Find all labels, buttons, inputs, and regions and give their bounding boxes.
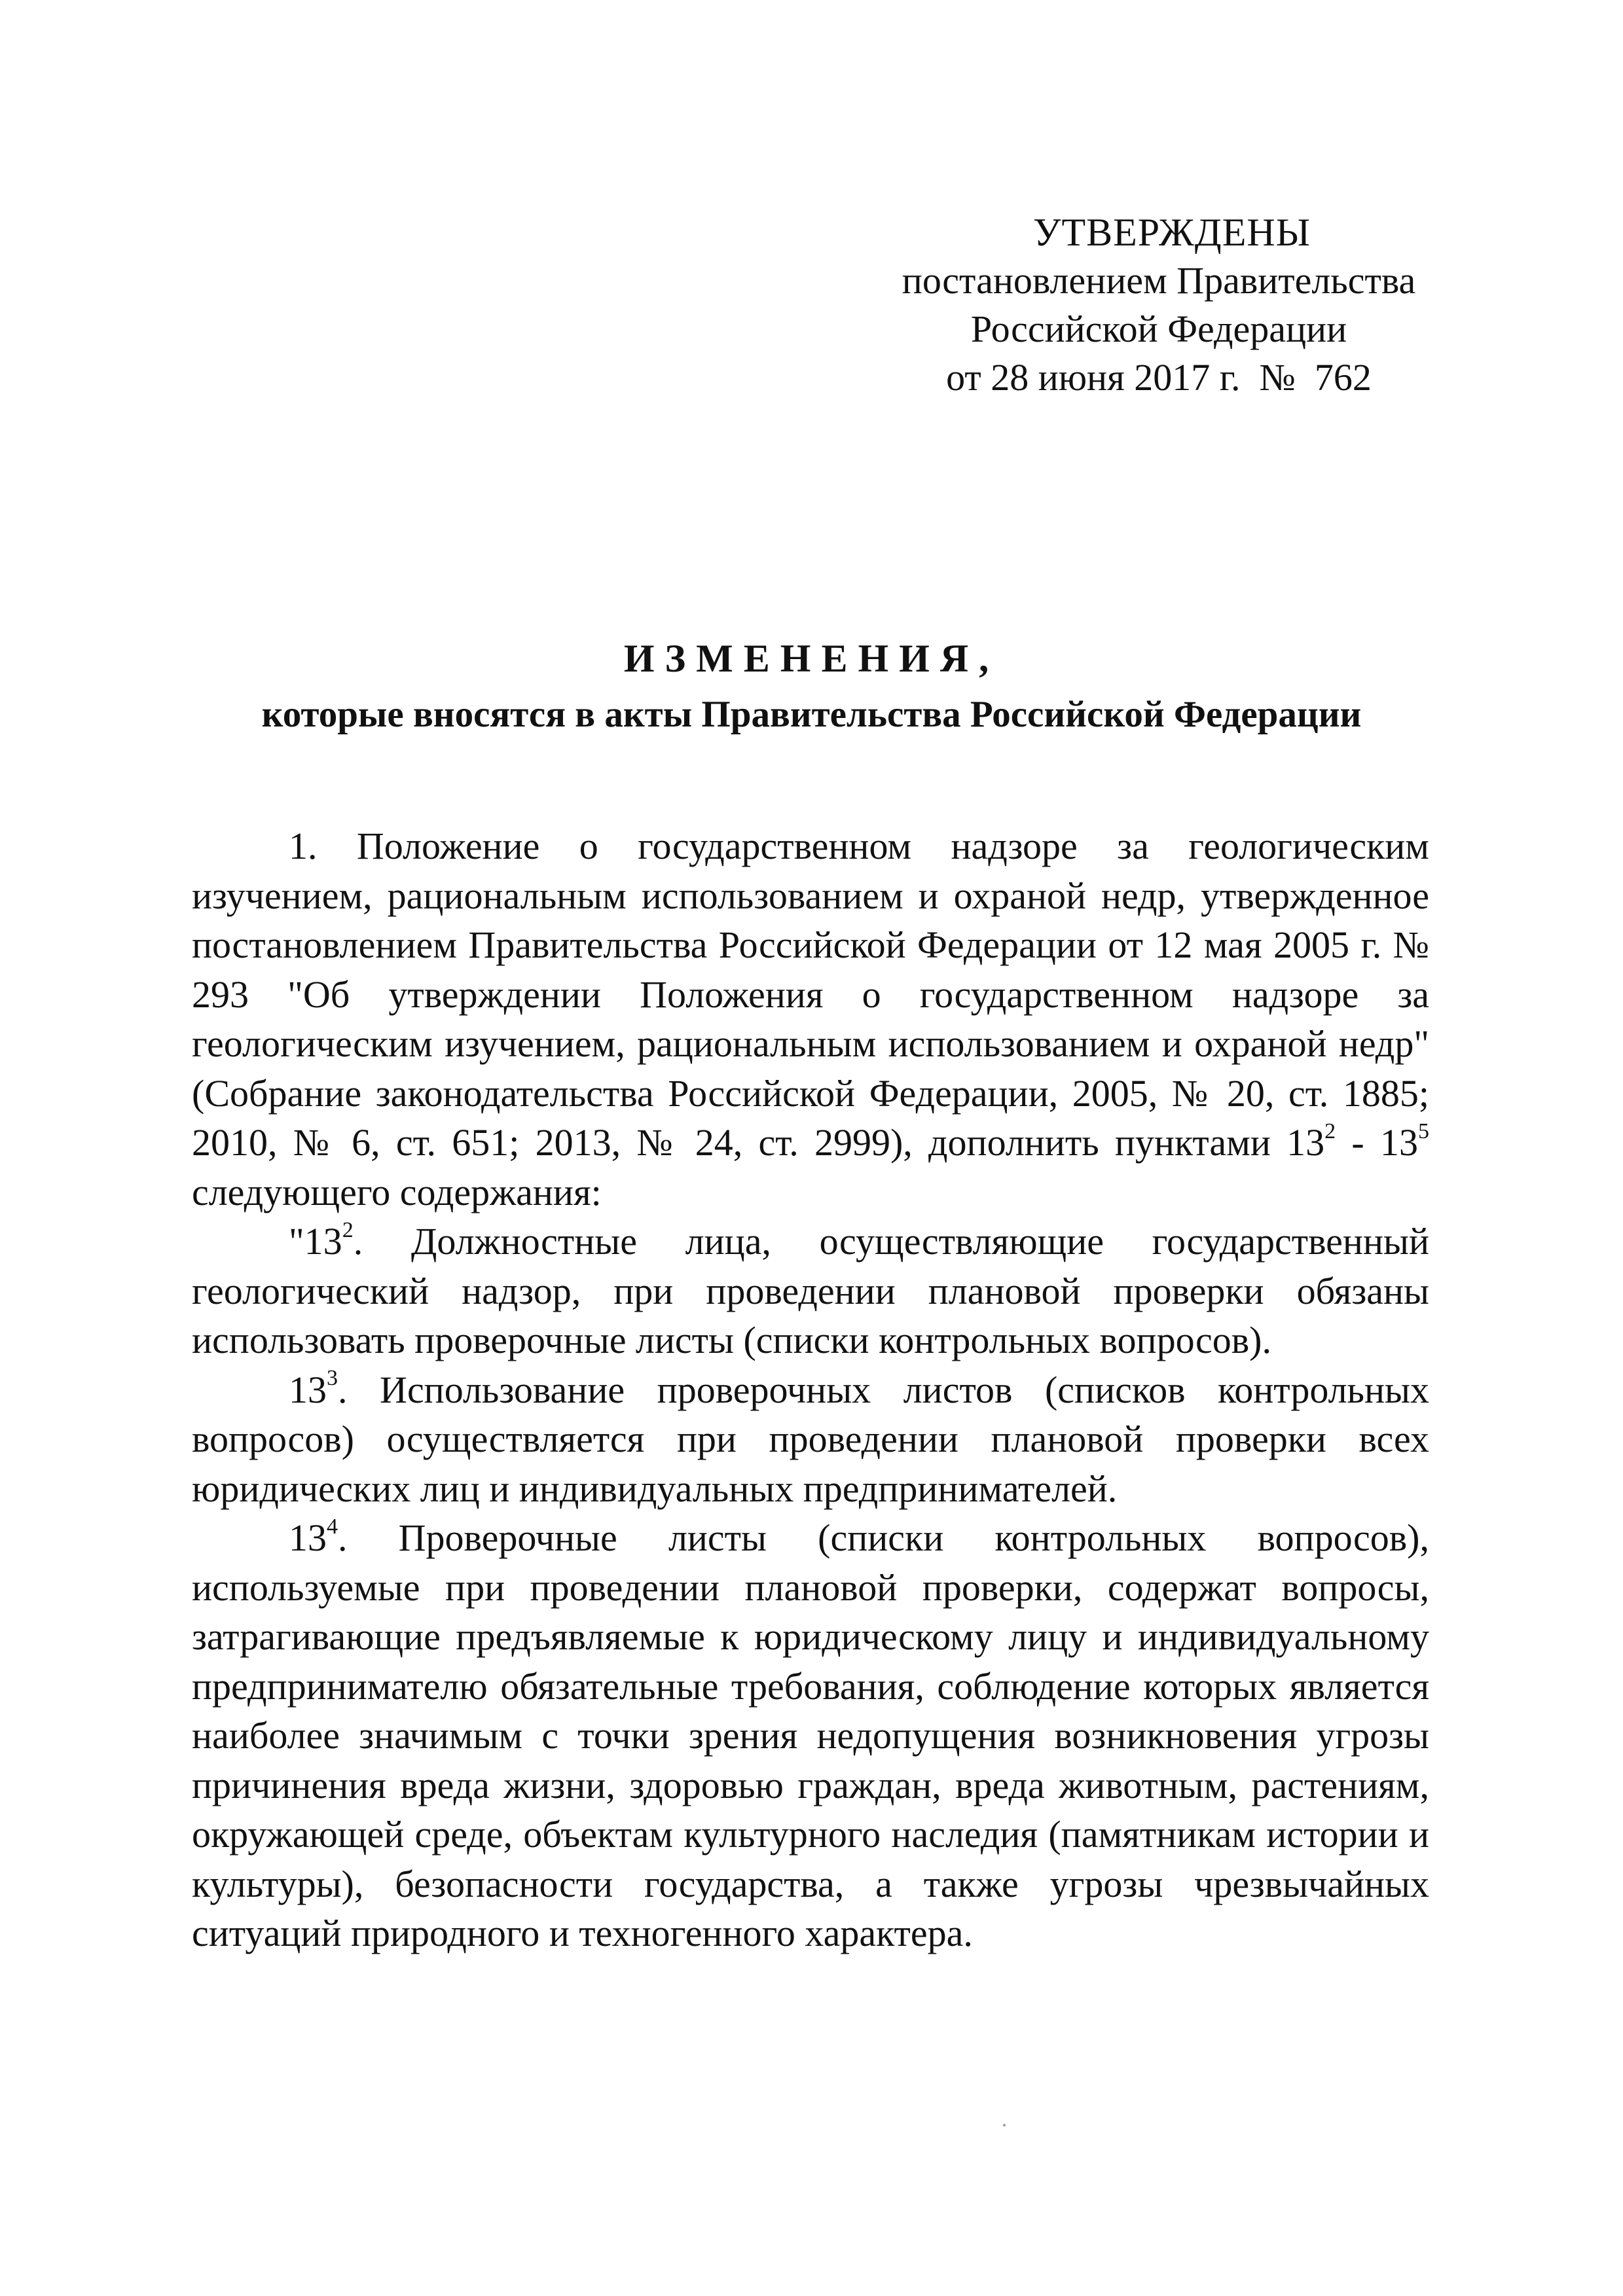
paragraph-13-4 [192, 1513, 1429, 1958]
clause-number: "13 [289, 1220, 342, 1263]
paragraph-1 [192, 821, 1429, 1217]
approval-number-sign: № [1259, 356, 1296, 399]
clause-text: . Проверочные листы (списки контрольных вопросов), используемые при проведении плановой проверки, содержат вопросы, затрагивающие предъявляемые к юридическому лицу и индивидуальному предпринимателю обязательные требования, соблюдение которых является наиболее значимым с точки зрения недопущения возникновения угрозы причинения вреда жизни, здоровью граждан, вреда животным, растениям, окружающей среде, объектам культурного наследия (памятникам истории и культуры), безопасности государства, а также угрозы чрезвычайных ситуаций природного и техногенного характера. [192, 1516, 1429, 1954]
clause-number: 13 [289, 1368, 327, 1411]
approval-block [864, 208, 1453, 402]
approval-date-line [864, 353, 1453, 402]
superscript: 2 [1324, 1119, 1336, 1143]
superscript: 4 [327, 1514, 338, 1539]
paragraph-1-range: - 13 [1336, 1121, 1418, 1164]
approved-label: УТВЕРЖДЕНЫ [1032, 211, 1311, 254]
paragraph-1-text: 1. Положение о государственном надзоре за геологическим изучением, рациональным использованием и охраной недр, утвержденное постановлением Правительства Российской Федерации от 12 мая 2005 г. № 293 "Об утверждении Положения о государственном надзоре за геологическим изучением, рациональным использованием и охраной недр" (Собрание законодательства Российской Федерации, 2005, № 20, ст. 1885; 2010, № 6, ст. 651; 2013, № 24, ст. 2999), дополнить пунктами 13 [192, 825, 1429, 1164]
approval-number: 762 [1314, 356, 1372, 399]
document-subtitle: которые вносятся в акты Правительства Российской Федерации [261, 694, 1362, 735]
document-body [192, 821, 1429, 1958]
clause-text: . Должностные лица, осуществляющие государственный геологический надзор, при проведении плановой проверки обязаны использовать проверочные листы (списки контрольных вопросов). [192, 1220, 1429, 1361]
clause-text: . Использование проверочных листов (списков контрольных вопросов) осуществляется при проведении плановой проверки всех юридических лиц и индивидуальных предпринимателей. [192, 1368, 1429, 1510]
paragraph-13-2 [192, 1217, 1429, 1365]
approval-line-government: Российской Федерации [970, 308, 1347, 350]
paragraph-1-end: следующего содержания: [192, 1170, 602, 1213]
superscript: 2 [342, 1217, 354, 1242]
approval-date: от 28 июня 2017 г. [946, 356, 1241, 399]
superscript: 3 [327, 1366, 338, 1391]
paragraph-13-3 [192, 1365, 1429, 1514]
superscript: 5 [1417, 1119, 1429, 1143]
clause-number: 13 [289, 1516, 327, 1559]
approval-line-resolution: постановлением Правительства [902, 259, 1416, 302]
document-title: ИЗМЕНЕНИЯ, [623, 637, 1000, 680]
scan-speck [1003, 2124, 1006, 2126]
